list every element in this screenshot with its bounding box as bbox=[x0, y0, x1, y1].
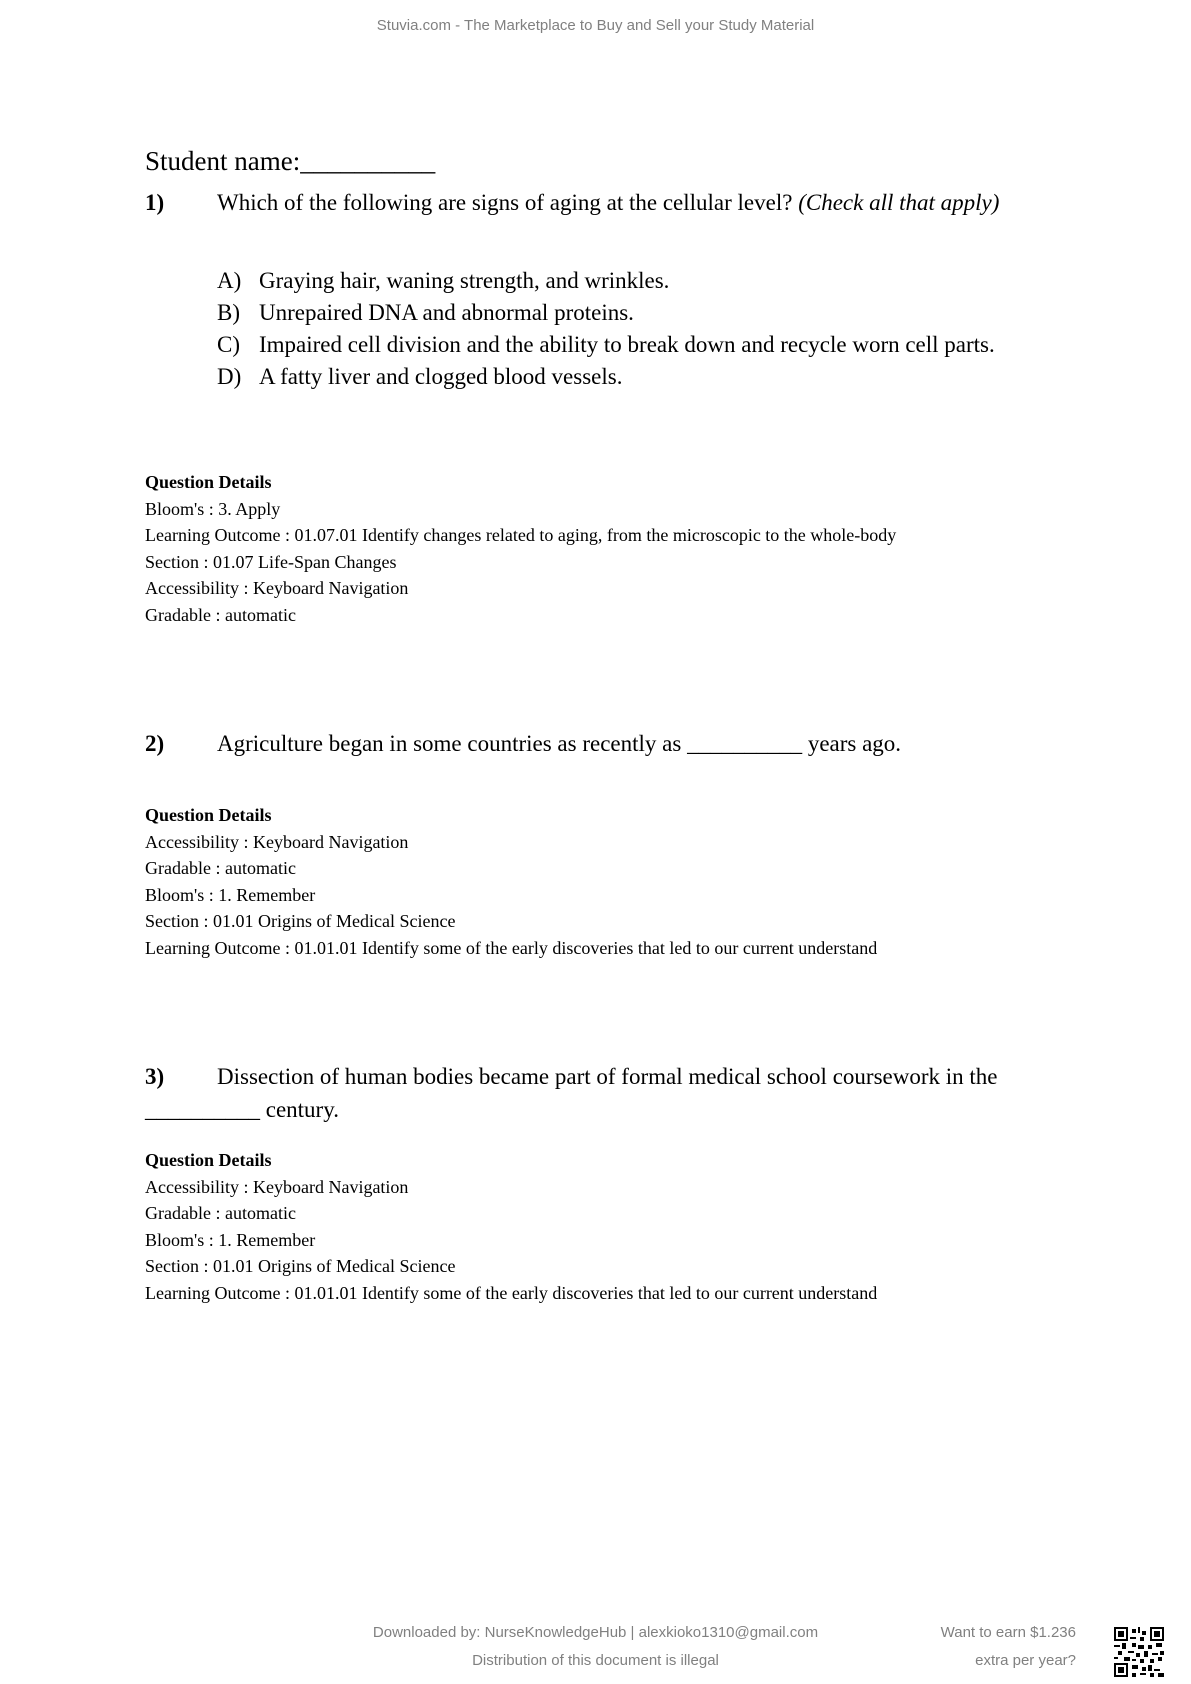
question-number: 3) bbox=[145, 1064, 165, 1089]
detail-line: Section : 01.07 Life-Span Changes bbox=[145, 551, 397, 572]
distribution-notice: Distribution of this document is illegal bbox=[472, 1652, 719, 1669]
option-text: Impaired cell division and the ability to break down and recycle worn cell parts. bbox=[259, 332, 995, 357]
question-text bbox=[217, 186, 1067, 219]
qr-code-icon[interactable] bbox=[1114, 1627, 1164, 1677]
detail-line: Accessibility : Keyboard Navigation bbox=[145, 1176, 409, 1197]
detail-line: Learning Outcome : 01.07.01 Identify changes related to aging, from the microscopic to the whole-body bbox=[145, 525, 897, 545]
option-letter: C) bbox=[217, 332, 240, 357]
details-title: Question Details bbox=[145, 1150, 272, 1170]
option-text: Unrepaired DNA and abnormal proteins. bbox=[259, 300, 634, 325]
detail-line: Accessibility : Keyboard Navigation bbox=[145, 578, 409, 598]
site-header: Stuvia.com - The Marketplace to Buy and Sell your Study Material bbox=[376, 17, 815, 34]
earn-promo-line2[interactable]: extra per year? bbox=[975, 1652, 1076, 1669]
detail-line: Gradable : automatic bbox=[145, 1203, 296, 1223]
question-1-details bbox=[145, 469, 896, 628]
details-title: Question Details bbox=[145, 472, 272, 492]
question-number: 2) bbox=[145, 731, 165, 756]
answer-options bbox=[217, 265, 995, 393]
option-letter: D) bbox=[217, 364, 242, 389]
option-a bbox=[217, 265, 995, 297]
option-text: Graying hair, waning strength, and wrinkles. bbox=[259, 268, 670, 293]
detail-line: Bloom's : 3. Apply bbox=[145, 498, 281, 519]
detail-line: Learning Outcome : 01.01.01 Identify some of the early discoveries that led to our current understand bbox=[145, 937, 878, 958]
detail-line: Section : 01.01 Origins of Medical Science bbox=[145, 911, 456, 931]
option-letter: B) bbox=[217, 300, 240, 325]
question-text: Agriculture began in some countries as recently as __________ years ago. bbox=[217, 731, 902, 756]
detail-line: Bloom's : 1. Remember bbox=[145, 1229, 316, 1250]
detail-line: Section : 01.01 Origins of Medical Science bbox=[145, 1256, 456, 1276]
downloaded-by: Downloaded by: NurseKnowledgeHub | alexkioko1310@gmail.com bbox=[372, 1624, 819, 1641]
option-letter: A) bbox=[217, 268, 242, 293]
question-number: 1) bbox=[145, 190, 165, 215]
detail-line: Learning Outcome : 01.01.01 Identify some of the early discoveries that led to our current understand bbox=[145, 1282, 878, 1303]
details-title: Question Details bbox=[145, 805, 272, 825]
earn-promo-line1[interactable]: Want to earn $1.236 bbox=[940, 1624, 1076, 1641]
detail-line: Bloom's : 1. Remember bbox=[145, 884, 316, 905]
detail-line: Gradable : automatic bbox=[145, 604, 296, 625]
option-c bbox=[217, 329, 995, 361]
question-2-details bbox=[145, 802, 877, 961]
option-b bbox=[217, 297, 995, 329]
detail-line: Accessibility : Keyboard Navigation bbox=[145, 831, 409, 852]
option-text: A fatty liver and clogged blood vessels. bbox=[259, 364, 623, 389]
student-name-field: Student name:__________ bbox=[145, 146, 436, 176]
detail-line: Gradable : automatic bbox=[145, 858, 296, 878]
question-text: Dissection of human bodies became part of formal medical school coursework in the __________ century. bbox=[145, 1064, 998, 1122]
option-d bbox=[217, 361, 995, 393]
question-stem: Which of the following are signs of aging at the cellular level? bbox=[217, 190, 793, 215]
question-note: (Check all that apply) bbox=[798, 190, 1000, 215]
question-3-details bbox=[145, 1147, 877, 1306]
